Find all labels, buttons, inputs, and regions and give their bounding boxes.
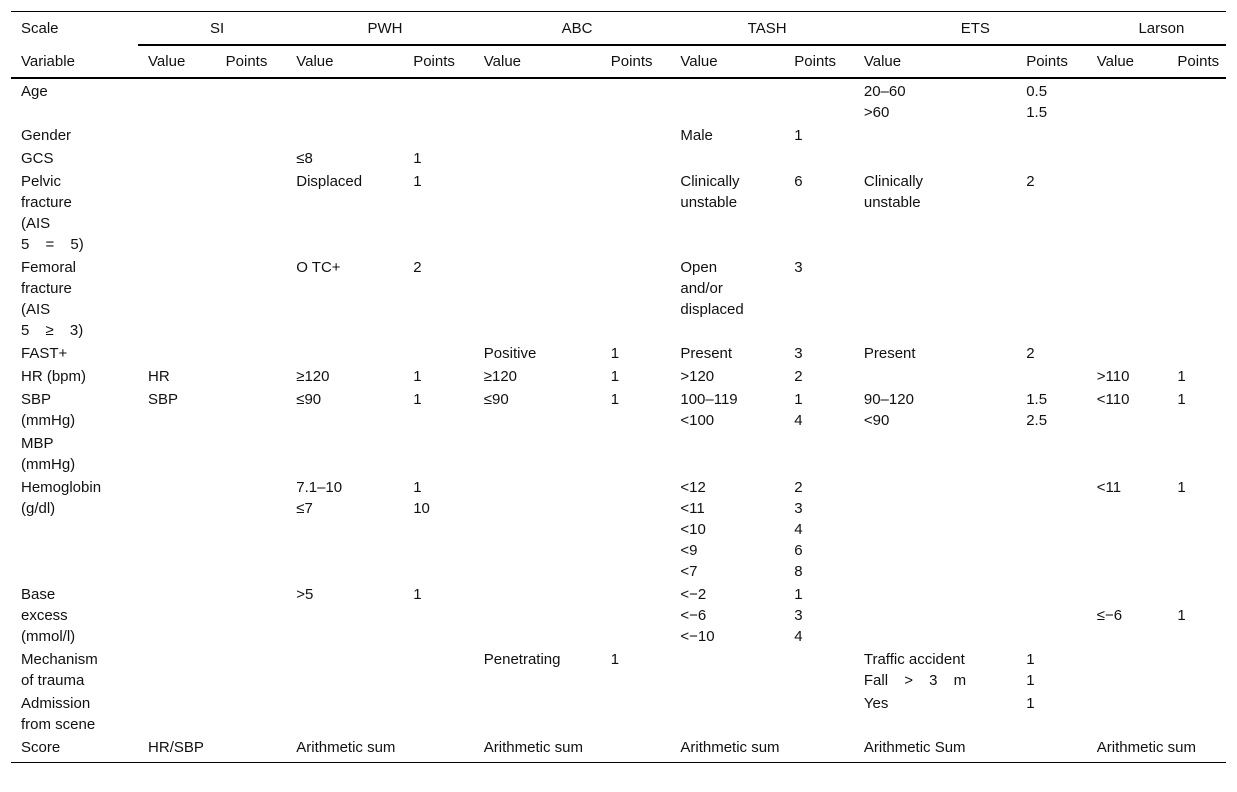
table-row bbox=[11, 387, 1226, 431]
table-row bbox=[11, 123, 1226, 146]
ets-value-cell: Yes bbox=[863, 695, 889, 712]
pwh-value-cell: 7.1–10 ≤7 bbox=[296, 479, 343, 517]
ets-points-cell: 0.5 1.5 bbox=[1026, 83, 1048, 121]
pwh-value-cell: ≥120 bbox=[296, 368, 330, 385]
table-row bbox=[11, 169, 1226, 255]
abc-score: Arithmetic sum bbox=[474, 735, 671, 763]
value-header: Value bbox=[670, 45, 784, 78]
pwh-value-cell: ≤8 bbox=[296, 150, 313, 167]
table-row bbox=[11, 364, 1226, 387]
table-row bbox=[11, 691, 1226, 735]
ets-points-cell: 1.5 2.5 bbox=[1026, 391, 1048, 429]
ets-value-cell: 90–120 <90 bbox=[863, 391, 914, 429]
scale-abc: ABC bbox=[474, 12, 671, 46]
larson-points-cell: 1 bbox=[1177, 479, 1186, 496]
value-header: Value bbox=[474, 45, 601, 78]
tash-value-cell: >120 bbox=[680, 368, 715, 385]
points-header: Points bbox=[403, 45, 474, 78]
tash-points-cell: 3 bbox=[794, 345, 803, 362]
abc-points-cell: 1 bbox=[610, 651, 620, 668]
pwh-value-cell: Displaced bbox=[296, 173, 363, 190]
tash-value-cell: <12 <11 <10 <9 <7 bbox=[680, 479, 706, 580]
row-label: MBP (mmHg) bbox=[21, 435, 76, 473]
abc-value-cell: Positive bbox=[483, 345, 537, 362]
scale-si: SI bbox=[138, 12, 286, 46]
variable-header: Variable bbox=[11, 45, 138, 78]
larson-value-cell: ≤−6 bbox=[1096, 607, 1123, 624]
pwh-value-cell: O TC+ bbox=[296, 259, 341, 276]
value-header: Value bbox=[138, 45, 216, 78]
abc-points-cell: 1 bbox=[610, 345, 620, 362]
ets-points-cell: 1 bbox=[1026, 695, 1035, 712]
ets-points-cell: 2 bbox=[1026, 345, 1035, 362]
tash-value-cell: 100–119 <100 bbox=[680, 391, 738, 429]
pwh-value-cell: >5 bbox=[296, 586, 314, 603]
pwh-points-cell: 1 10 bbox=[413, 479, 430, 517]
pwh-points-cell: 1 bbox=[413, 173, 422, 190]
row-label: FAST+ bbox=[21, 345, 68, 362]
larson-value-cell: <11 bbox=[1096, 479, 1122, 496]
tash-points-cell: 1 4 bbox=[794, 391, 803, 429]
points-header: Points bbox=[1167, 45, 1226, 78]
pwh-value-cell: ≤90 bbox=[296, 391, 322, 408]
table-row bbox=[11, 582, 1226, 647]
ets-points-cell: 2 bbox=[1026, 173, 1035, 190]
pwh-points-cell: 1 bbox=[413, 391, 422, 408]
tash-points-cell: 6 bbox=[794, 173, 803, 190]
larson-points-cell: 1 bbox=[1177, 391, 1186, 408]
si-value-cell: HR bbox=[148, 368, 170, 385]
pwh-score: Arithmetic sum bbox=[286, 735, 474, 763]
ets-points-cell: 1 1 bbox=[1026, 651, 1035, 689]
abc-points-cell: 1 bbox=[610, 391, 620, 408]
larson-value-cell: >110 bbox=[1096, 368, 1130, 385]
row-label: Age bbox=[21, 83, 48, 100]
points-header: Points bbox=[784, 45, 854, 78]
abc-value-cell: ≤90 bbox=[483, 391, 509, 408]
larson-score: Arithmetic sum bbox=[1087, 735, 1226, 763]
row-label: SBP (mmHg) bbox=[21, 391, 76, 429]
si-value-cell: SBP bbox=[148, 391, 179, 408]
scale-larson: Larson bbox=[1087, 12, 1226, 46]
pwh-points-cell: 1 bbox=[413, 150, 422, 167]
tash-points-cell: 3 bbox=[794, 259, 803, 276]
table-row bbox=[11, 475, 1226, 582]
row-label: Admission from scene bbox=[21, 695, 96, 733]
value-header: Value bbox=[854, 45, 1016, 78]
row-label: Femoral fracture (AIS 5 ≥ 3) bbox=[21, 259, 84, 339]
scale-ets: ETS bbox=[854, 12, 1087, 46]
scale-tash: TASH bbox=[670, 12, 854, 46]
ets-value-cell: Traffic accident Fall > 3 m bbox=[863, 651, 967, 689]
score-row bbox=[11, 735, 1226, 763]
row-label: Mechanism of trauma bbox=[21, 651, 98, 689]
row-label: Pelvic fracture (AIS 5 = 5) bbox=[21, 173, 84, 253]
pwh-points-cell: 1 bbox=[413, 586, 422, 603]
table-row bbox=[11, 431, 1226, 475]
tash-points-cell: 2 3 4 6 8 bbox=[794, 479, 803, 580]
table-row bbox=[11, 341, 1226, 364]
ets-value-cell: Present bbox=[863, 345, 916, 362]
abc-value-cell: ≥120 bbox=[483, 368, 518, 385]
tash-points-cell: 1 3 4 bbox=[794, 586, 803, 645]
pwh-points-cell: 1 bbox=[413, 368, 422, 385]
row-label: Score bbox=[11, 735, 138, 763]
tash-value-cell: Open and/or displaced bbox=[680, 259, 744, 318]
subheader-row bbox=[11, 45, 1226, 78]
abc-value-cell: Penetrating bbox=[483, 651, 561, 668]
tash-value-cell: Clinically unstable bbox=[680, 173, 740, 211]
value-header: Value bbox=[286, 45, 403, 78]
scale-header: Scale bbox=[11, 12, 138, 46]
tash-value-cell: Male bbox=[680, 127, 713, 144]
ets-value-cell: 20–60 >60 bbox=[863, 83, 906, 121]
points-header: Points bbox=[1016, 45, 1087, 78]
larson-value-cell: <110 bbox=[1096, 391, 1130, 408]
row-label: Hemoglobin (g/dl) bbox=[21, 479, 102, 517]
points-header: Points bbox=[601, 45, 671, 78]
tash-value-cell: Present bbox=[680, 345, 733, 362]
scoring-scales-table bbox=[11, 11, 1226, 763]
tash-points-cell: 2 bbox=[794, 368, 803, 385]
table-row bbox=[11, 146, 1226, 169]
ets-value-cell: Clinically unstable bbox=[863, 173, 924, 211]
tash-score: Arithmetic sum bbox=[670, 735, 854, 763]
value-header: Value bbox=[1087, 45, 1168, 78]
scale-pwh: PWH bbox=[286, 12, 474, 46]
table-row bbox=[11, 78, 1226, 123]
points-header: Points bbox=[216, 45, 287, 78]
row-label: Gender bbox=[21, 127, 72, 144]
tash-value-cell: <−2 <−6 <−10 bbox=[680, 586, 715, 645]
abc-points-cell: 1 bbox=[610, 368, 620, 385]
tash-points-cell: 1 bbox=[794, 127, 803, 144]
row-label: Base excess (mmol/l) bbox=[21, 586, 76, 645]
table-row bbox=[11, 255, 1226, 341]
si-score: HR/SBP bbox=[138, 735, 286, 763]
larson-points-cell: 1 bbox=[1177, 607, 1186, 624]
larson-points-cell: 1 bbox=[1177, 368, 1186, 385]
table-row bbox=[11, 647, 1226, 691]
scale-header-row bbox=[11, 12, 1226, 46]
pwh-points-cell: 2 bbox=[413, 259, 422, 276]
row-label: HR (bpm) bbox=[21, 368, 87, 385]
row-label: GCS bbox=[21, 150, 54, 167]
ets-score: Arithmetic Sum bbox=[854, 735, 1087, 763]
